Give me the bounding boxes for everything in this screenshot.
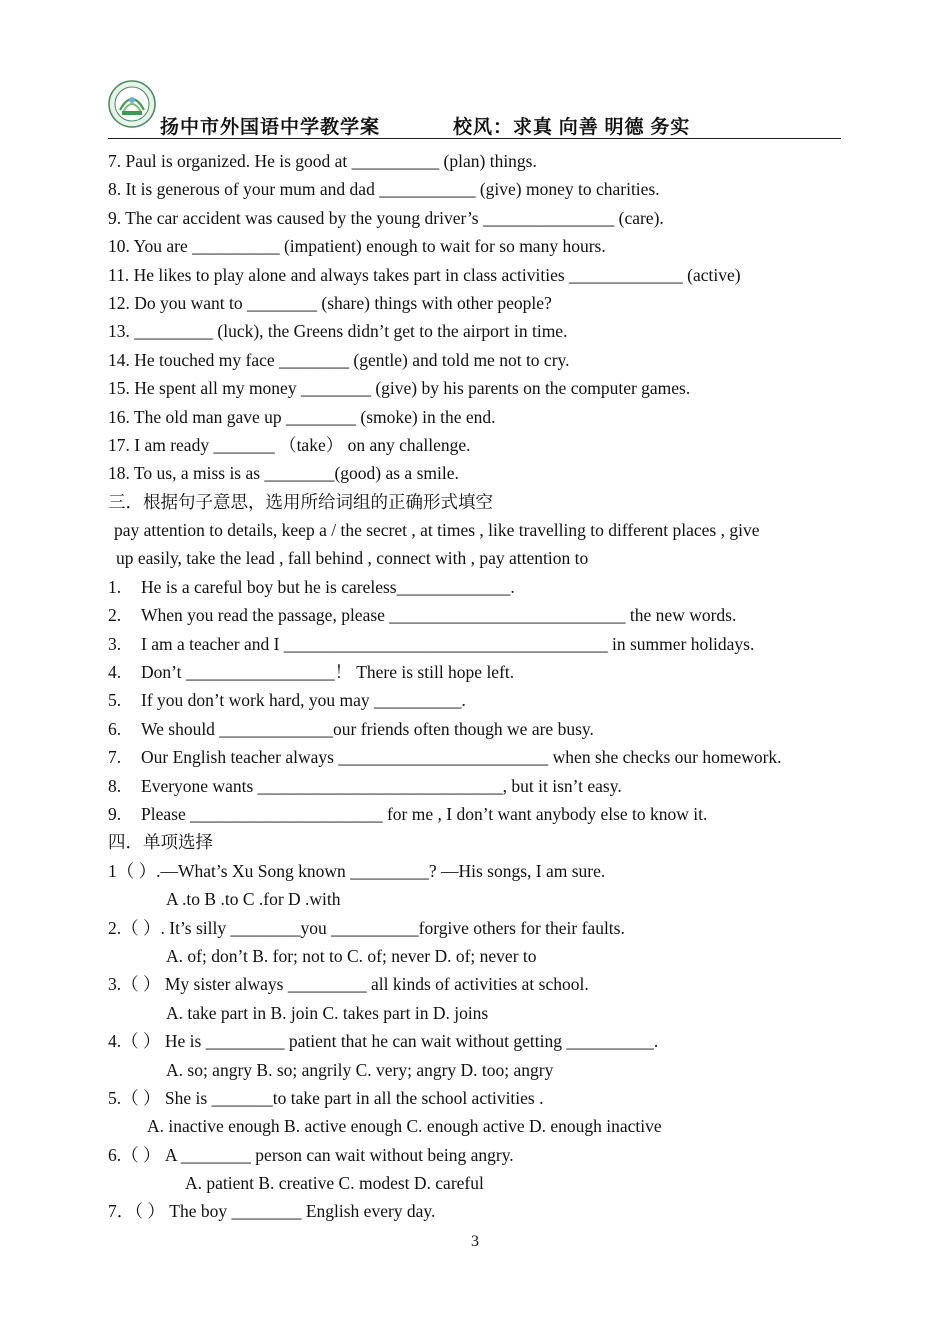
item-number: 4.	[108, 662, 122, 683]
mc-question-2: 2.（ ）. It’s silly ________you __________forgive others for their faults.	[108, 917, 625, 938]
fill-item-16: 16. The old man gave up ________ (smoke) in the end.	[108, 406, 496, 427]
fill-item-10: 10. You are __________ (impatient) enough to wait for so many hours.	[108, 236, 606, 257]
phrase-item-8	[108, 772, 848, 800]
item-text: If you don’t work hard, you may __________.	[141, 690, 466, 711]
mc-options-2: A. of; don’t B. for; not to C. of; never D. of; never to	[166, 945, 537, 966]
mc-question-6: 6.（ ） A ________ person can wait without being angry.	[108, 1144, 514, 1165]
fill-item-15: 15. He spent all my money ________ (give) by his parents on the computer games.	[108, 378, 691, 399]
item-number: 7.	[108, 747, 122, 768]
item-number: 5.	[108, 690, 122, 711]
header-divider	[108, 138, 841, 139]
phrase-item-3	[108, 630, 848, 658]
mc-question-7: 7．（ ） The boy ________ English every day.	[108, 1201, 436, 1222]
fill-item-12: 12. Do you want to ________ (share) things with other people?	[108, 292, 552, 313]
mc-options-1: A .to B .to C .for D .with	[166, 889, 341, 910]
phrase-item-6	[108, 715, 848, 743]
fill-item-18: 18. To us, a miss is as ________(good) as a smile.	[108, 463, 459, 484]
fill-item-11: 11. He likes to play alone and always takes part in class activities _____________ (active)	[108, 264, 741, 285]
phrase-item-4	[108, 658, 848, 686]
section-4-heading: 四．单项选择	[108, 832, 213, 853]
item-number: 6.	[108, 718, 122, 739]
section-3-heading: 三．根据句子意思，选用所给词组的正确形式填空	[108, 491, 493, 512]
item-text: When you read the passage, please ___________________________ the new words.	[141, 605, 737, 626]
mc-question-5: 5.（ ） She is _______to take part in all the school activities .	[108, 1087, 544, 1108]
fill-item-8: 8. It is generous of your mum and dad ___________ (give) money to charities.	[108, 179, 660, 200]
phrase-item-1	[108, 573, 848, 601]
mc-question-3: 3.（ ） My sister always _________ all kinds of activities at school.	[108, 974, 589, 995]
item-number: 8.	[108, 775, 122, 796]
page-header	[108, 80, 841, 140]
item-number: 1.	[108, 576, 122, 597]
item-text: He is a careful boy but he is careless_____________.	[141, 576, 515, 597]
fill-item-7: 7. Paul is organized. He is good at __________ (plan) things.	[108, 151, 537, 171]
item-number: 9.	[108, 803, 122, 824]
school-emblem-icon	[108, 80, 156, 128]
phrase-item-7	[108, 743, 848, 771]
item-text: Everyone wants ____________________________, but it isn’t easy.	[141, 775, 622, 796]
school-title: 扬中市外国语中学教学案	[160, 117, 381, 138]
mc-options-4: A. so; angry B. so; angrily C. very; angry D. too; angry	[166, 1059, 554, 1080]
fill-item-9: 9. The car accident was caused by the young driver’s _______________ (care).	[108, 207, 664, 228]
page-number: 3	[471, 1233, 479, 1250]
item-text: Our English teacher always ________________________ when she checks our homework.	[141, 747, 782, 768]
item-number: 2.	[108, 605, 122, 626]
fill-item-14: 14. He touched my face ________ (gentle) and told me not to cry.	[108, 349, 570, 370]
phrase-bank-line-1: pay attention to details, keep a / the secret , at times , like travelling to different places , give	[114, 520, 760, 541]
mc-options-6: A. patient B. creative C. modest D. careful	[185, 1173, 484, 1194]
item-text: I am a teacher and I _____________________________________ in summer holidays.	[141, 633, 755, 654]
phrase-bank-line-2: up easily, take the lead , fall behind , connect with , pay attention to	[116, 548, 589, 569]
mc-question-4: 4.（ ） He is _________ patient that he can wait without getting __________.	[108, 1031, 659, 1052]
fill-item-17: 17. I am ready _______ （take） on any challenge.	[108, 434, 471, 455]
item-text: We should _____________our friends often though we are busy.	[141, 718, 594, 739]
phrase-item-5	[108, 686, 848, 714]
fill-item-13: 13. _________ (luck), the Greens didn’t get to the airport in time.	[108, 321, 568, 342]
mc-question-1: 1（ ）.—What’s Xu Song known _________? —His songs, I am sure.	[108, 860, 606, 881]
item-text: Don’t _________________！ There is still hope left.	[141, 662, 515, 683]
phrase-item-9	[108, 800, 848, 828]
mc-options-5: A. inactive enough B. active enough C. enough active D. enough inactive	[147, 1116, 662, 1137]
item-number: 3.	[108, 633, 122, 654]
mc-options-3: A. take part in B. join C. takes part in D. joins	[166, 1002, 489, 1023]
worksheet-content	[108, 147, 848, 1226]
school-motto: 校风：求真 向善 明德 务实	[453, 117, 691, 138]
item-text: Please ______________________ for me , I don’t want anybody else to know it.	[141, 803, 708, 824]
phrase-item-2	[108, 601, 848, 629]
